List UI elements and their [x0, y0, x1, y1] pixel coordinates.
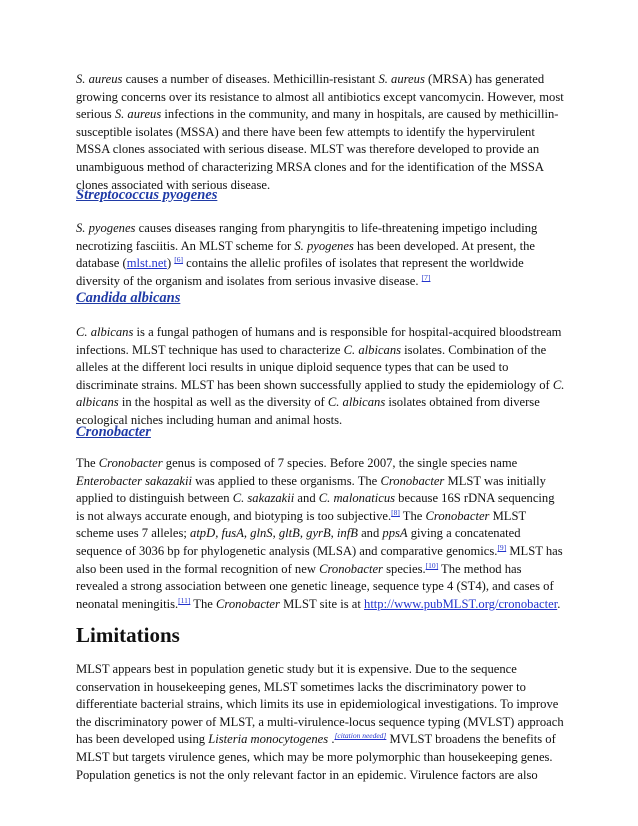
citation-needed-link[interactable]: [citation needed]	[334, 731, 387, 741]
limitations-paragraph: MLST appears best in population genetic study but it is expensive. Due to the sequence conservation in housekeeping genes, MLST sometimes lacks the discriminatory power to differentiate bacterial strains, which limits its use in epidemiological investigations. To improve the discriminatory power of MLST, a multi-virulence-locus sequence typing (MVLST) approach has been developed using Listeria monocytogenes .[citation needed] MVLST broadens the benefits of MLST but targets virulence genes, which may be more polymorphic than housekeeping genes. Population genetics is not the only relevant factor in an epidemic. Virulence factors are also	[76, 662, 564, 782]
heading-streptococcus-pyogenes[interactable]: Streptococcus pyogenes	[76, 187, 218, 203]
citation-6-link[interactable]: [6]	[174, 255, 184, 265]
citation-11-link[interactable]: [11]	[178, 595, 191, 605]
candida-paragraph: C. albicans is a fungal pathogen of humans and is responsible for hospital-acquired bloodstream infections. MLST technique has used to characterize C. albicans isolates. Combination of the alleles at the different loci results in unique diploid sequence types that can be used to discriminate strains. MLST has been shown successfully applied to study the epidemiology of C. albicans in the hospital as well as the diversity of C. albicans isolates obtained from diverse ecological niches including human and animal hosts.	[76, 325, 565, 427]
heading-cronobacter[interactable]: Cronobacter	[76, 424, 151, 440]
citation-8-link[interactable]: [8]	[391, 507, 400, 517]
strep-paragraph: S. pyogenes causes diseases ranging from pharyngitis to life-threatening impetigo including necrotizing fasciitis. An MLST scheme for S. pyogenes has been developed. At present, the database (mlst.net) [6] contains the allelic profiles of isolates that represent the worldwide diversity of the organism and isolates from serious invasive disease. [7]	[76, 221, 538, 288]
staph-aureus-paragraph: S. aureus causes a number of diseases. Methicillin-resistant S. aureus (MRSA) has generated growing concerns over its resistance to almost all antibiotics except vancomycin. However, most serious S. aureus infections in the community, and many in hospitals, are caused by methicillin-susceptible isolates (MSSA) and there have been few attempts to identify the hypervirulent MSSA clones associated with serious disease. MLST was therefore developed to provide an unambiguous method of characterizing MRSA clones and for the identification of the MSSA clones associated with serious disease.	[76, 72, 564, 192]
mlst-net-link[interactable]: mlst.net	[126, 256, 167, 271]
pubmlst-cronobacter-link[interactable]: http://www.pubMLST.org/cronobacter	[364, 596, 558, 611]
citation-9-link[interactable]: [9]	[497, 542, 507, 552]
heading-limitations: Limitations	[76, 623, 180, 647]
heading-candida-albicans[interactable]: Candida albicans	[76, 290, 181, 306]
citation-10-link[interactable]: [10]	[425, 560, 439, 570]
citation-7-link[interactable]: [7]	[421, 272, 431, 282]
cronobacter-paragraph: The Cronobacter genus is composed of 7 species. Before 2007, the single species name Enterobacter sakazakii was applied to these organisms. The Cronobacter MLST was initially applied to distinguish between C. sakazakii and C. malonaticus because 16S rDNA sequencing is not always accurate enough, and biotyping is too subjective.[8] The Cronobacter MLST scheme uses 7 alleles; atpD, fusA, glnS, gltB, gyrB, infB and ppsA giving a concatenated sequence of 3036 bp for phylogenetic analysis (MLSA) and comparative genomics.[9] MLST has also been used in the formal recognition of new Cronobacter species.[10] The method has revealed a strong association between one genetic lineage, sequence type 4 (ST4), and cases of neonatal meningitis.[11] The Cronobacter MLST site is at http://www.pubMLST.org/cronobacter.	[76, 456, 563, 611]
